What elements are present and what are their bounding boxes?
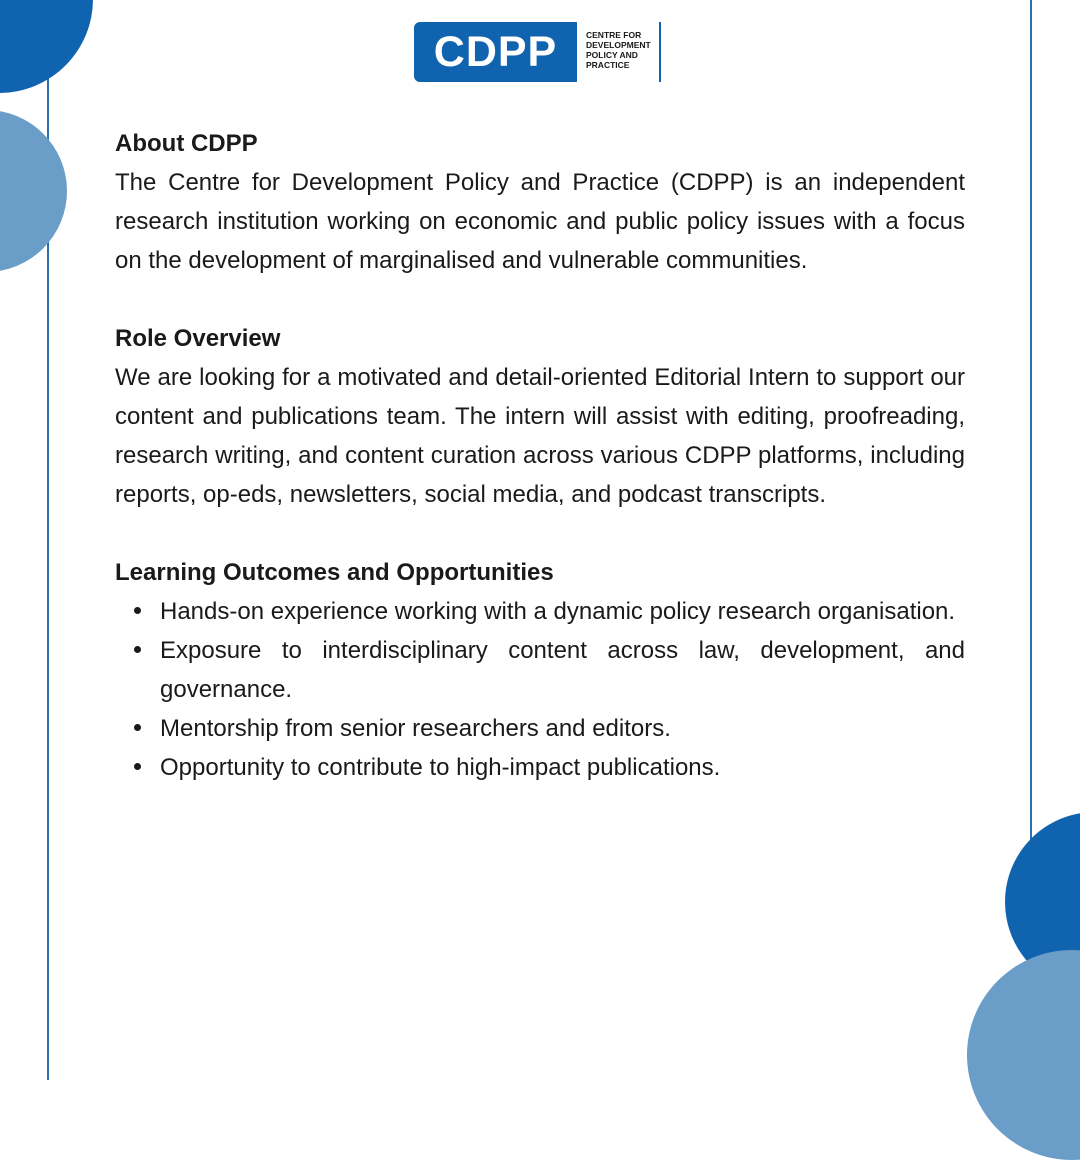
decorative-circle-top-dark (0, 0, 93, 93)
outcomes-title: Learning Outcomes and Opportunities (115, 559, 554, 586)
list-item-text: Mentorship from senior researchers and editors. (160, 715, 671, 742)
section-spacer (115, 280, 965, 319)
decorative-circle-bottom-light (967, 950, 1080, 1160)
outcomes-list (115, 592, 965, 787)
logo-wordmark: CDPP (433, 27, 558, 76)
list-item (160, 592, 965, 631)
logo-tagline-line: POLICY AND (586, 50, 638, 60)
logo-tagline-line: CENTRE FOR (586, 30, 642, 40)
list-item-text: Opportunity to contribute to high-impact publications. (160, 754, 721, 781)
bullet-icon (134, 646, 141, 653)
main-content (115, 124, 965, 787)
list-item (160, 709, 965, 748)
list-item (160, 631, 965, 709)
decorative-circle-top-light (0, 110, 67, 272)
list-item (160, 748, 965, 787)
logo-wordmark-box (414, 22, 577, 82)
role-body: We are looking for a motivated and detail-oriented Editorial Intern to support our content and publications team. The intern will assist with editing, proofreading, research writing, and content curation across various CDPP platforms, including reports, op-eds, newsletters, social media, and podcast transcripts. (115, 364, 965, 508)
about-title: About CDPP (115, 130, 258, 157)
list-item-text: Exposure to interdisciplinary content across law, development, and governance. (160, 637, 965, 703)
logo-tagline (577, 22, 661, 82)
logo-tagline-line: DEVELOPMENT (586, 40, 651, 50)
bullet-icon (134, 763, 141, 770)
role-title: Role Overview (115, 325, 281, 352)
bullet-icon (134, 607, 141, 614)
cdpp-logo (414, 22, 661, 82)
list-item-text: Hands-on experience working with a dynamic policy research organisation. (160, 598, 956, 625)
section-spacer (115, 514, 965, 553)
about-body: The Centre for Development Policy and Practice (CDPP) is an independent research institution working on economic and public policy issues with a focus on the development of marginalised and vulnerable communities. (115, 169, 965, 274)
bullet-icon (134, 724, 141, 731)
logo-tagline-line: PRACTICE (586, 60, 630, 70)
